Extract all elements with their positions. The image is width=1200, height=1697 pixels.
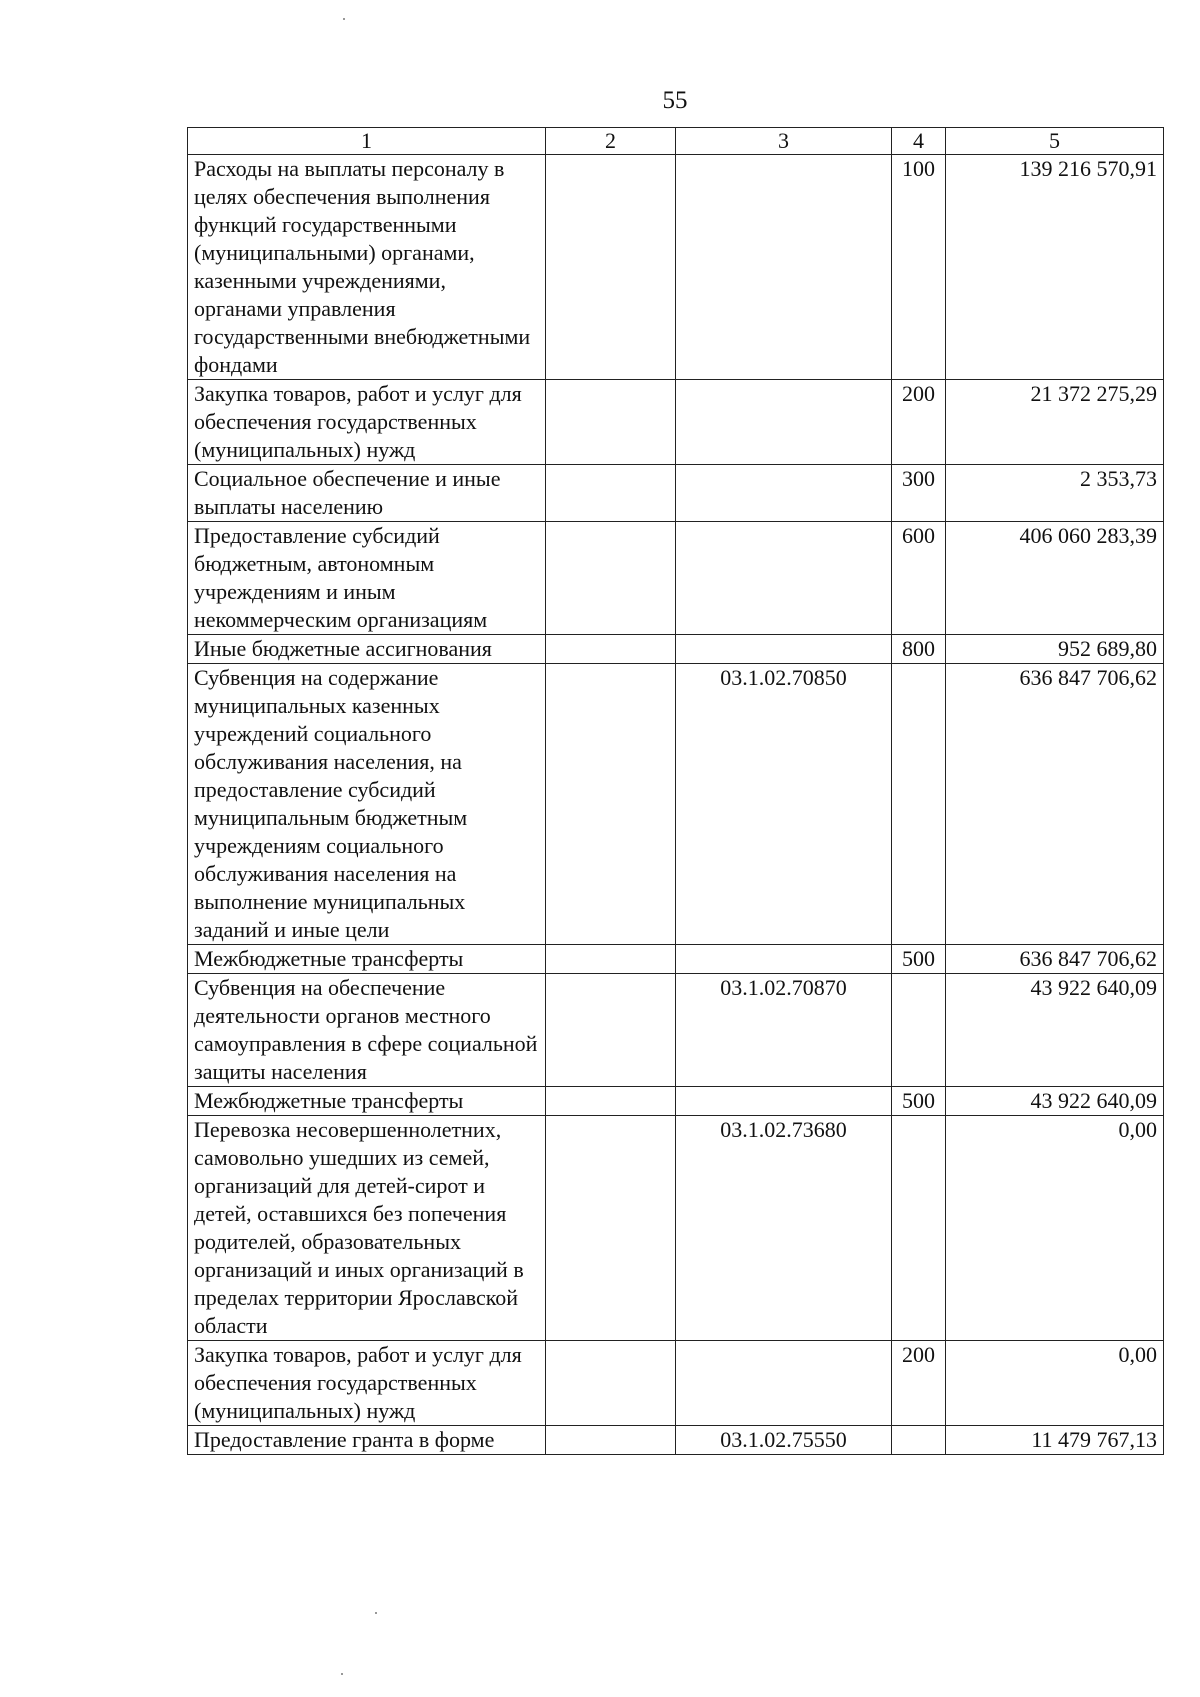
table-row (188, 522, 1164, 635)
row-expense-type (892, 664, 946, 945)
scan-speck (375, 1612, 377, 1614)
row-target-code: 03.1.02.70870 (676, 974, 892, 1087)
row-target-code: 03.1.02.75550 (676, 1426, 892, 1455)
table-row (188, 974, 1164, 1087)
row-target-code (676, 380, 892, 465)
row-amount: 21 372 275,29 (946, 380, 1164, 465)
row-target-code (676, 155, 892, 380)
table-row (188, 1116, 1164, 1341)
table-row (188, 664, 1164, 945)
column-header-2: 2 (546, 128, 676, 155)
row-section (546, 974, 676, 1087)
column-header-1: 1 (188, 128, 546, 155)
row-section (546, 664, 676, 945)
row-amount: 406 060 283,39 (946, 522, 1164, 635)
table-row (188, 1341, 1164, 1426)
row-target-code (676, 635, 892, 664)
scan-speck (341, 1673, 343, 1675)
table-row (188, 1087, 1164, 1116)
scan-speck (343, 18, 345, 20)
row-expense-type: 600 (892, 522, 946, 635)
row-amount: 0,00 (946, 1116, 1164, 1341)
row-name: Расходы на выплаты персоналу в целях обеспечения выполнения функций государственными (муниципальными) органами, казенными учреждениями, органами управления государственными внебюджетными фондами (188, 155, 546, 380)
row-expense-type: 100 (892, 155, 946, 380)
row-name: Закупка товаров, работ и услуг для обеспечения государственных (муниципальных) нужд (188, 1341, 546, 1426)
row-name: Межбюджетные трансферты (188, 1087, 546, 1116)
row-name: Субвенция на содержание муниципальных казенных учреждений социального обслуживания населения, на предоставление субсидий муниципальным бюджетным учреждениям социального обслуживания населения на выполнение муниципальных заданий и иные цели (188, 664, 546, 945)
row-name: Перевозка несовершеннолетних, самовольно ушедших из семей, организаций для детей-сирот и детей, оставшихся без попечения родителей, образовательных организаций и иных организаций в пределах территории Ярославской области (188, 1116, 546, 1341)
row-name: Закупка товаров, работ и услуг для обеспечения государственных (муниципальных) нужд (188, 380, 546, 465)
column-header-3: 3 (676, 128, 892, 155)
row-section (546, 945, 676, 974)
row-name: Субвенция на обеспечение деятельности органов местного самоуправления в сфере социальной защиты населения (188, 974, 546, 1087)
row-expense-type: 200 (892, 380, 946, 465)
row-amount: 43 922 640,09 (946, 1087, 1164, 1116)
row-expense-type: 500 (892, 1087, 946, 1116)
row-name: Предоставление субсидий бюджетным, автономным учреждениям и иным некоммерческим организациям (188, 522, 546, 635)
row-name: Иные бюджетные ассигнования (188, 635, 546, 664)
row-amount: 636 847 706,62 (946, 945, 1164, 974)
page-number: 55 (662, 87, 688, 114)
row-amount: 11 479 767,13 (946, 1426, 1164, 1455)
row-target-code (676, 1341, 892, 1426)
row-amount: 636 847 706,62 (946, 664, 1164, 945)
row-section (546, 380, 676, 465)
row-expense-type (892, 1116, 946, 1341)
table-row (188, 465, 1164, 522)
row-amount: 0,00 (946, 1341, 1164, 1426)
row-section (546, 1341, 676, 1426)
table-row (188, 635, 1164, 664)
row-expense-type: 500 (892, 945, 946, 974)
row-name: Предоставление гранта в форме (188, 1426, 546, 1455)
row-name: Межбюджетные трансферты (188, 945, 546, 974)
table-row (188, 945, 1164, 974)
row-amount: 952 689,80 (946, 635, 1164, 664)
row-expense-type: 300 (892, 465, 946, 522)
column-header-5: 5 (946, 128, 1164, 155)
row-section (546, 635, 676, 664)
table-row (188, 155, 1164, 380)
row-expense-type: 200 (892, 1341, 946, 1426)
row-section (546, 155, 676, 380)
row-target-code: 03.1.02.73680 (676, 1116, 892, 1341)
budget-table (187, 127, 1164, 1455)
row-section (546, 1087, 676, 1116)
row-name: Социальное обеспечение и иные выплаты населению (188, 465, 546, 522)
row-target-code (676, 945, 892, 974)
row-amount: 139 216 570,91 (946, 155, 1164, 380)
row-target-code (676, 522, 892, 635)
table-header-row (188, 128, 1164, 155)
row-section (546, 465, 676, 522)
row-amount: 2 353,73 (946, 465, 1164, 522)
row-section (546, 522, 676, 635)
column-header-4: 4 (892, 128, 946, 155)
table-row (188, 380, 1164, 465)
row-target-code (676, 465, 892, 522)
table-row (188, 1426, 1164, 1455)
row-amount: 43 922 640,09 (946, 974, 1164, 1087)
row-expense-type (892, 974, 946, 1087)
row-expense-type (892, 1426, 946, 1455)
row-section (546, 1116, 676, 1341)
row-expense-type: 800 (892, 635, 946, 664)
row-target-code (676, 1087, 892, 1116)
row-section (546, 1426, 676, 1455)
row-target-code: 03.1.02.70850 (676, 664, 892, 945)
